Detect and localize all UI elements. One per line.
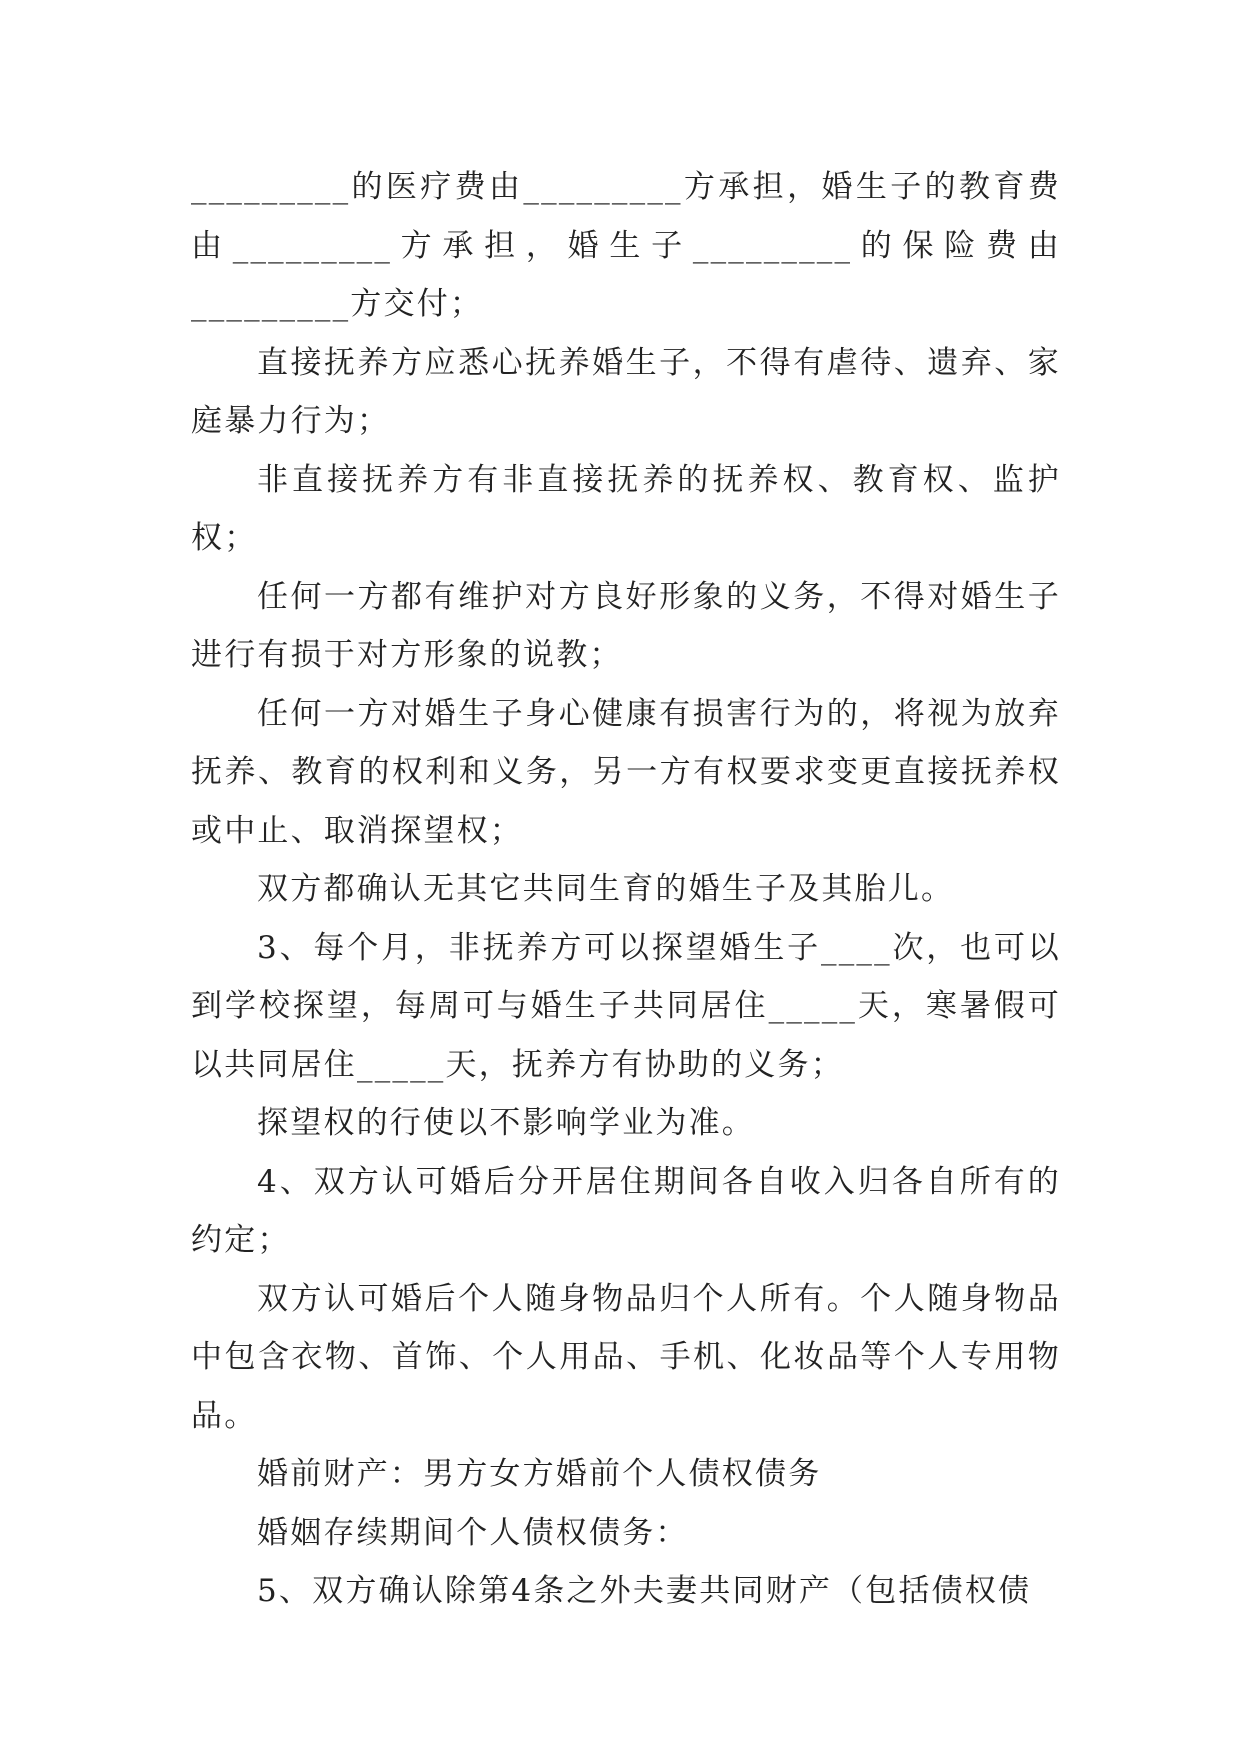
paragraph-custodial-duty: 直接抚养方应悉心抚养婚生子，不得有虐待、遗弃、家庭暴力行为； [191,344,1061,439]
paragraph-no-other-children: 双方都确认无其它共同生育的婚生子及其胎儿。 [257,871,955,907]
paragraph-visitation-limit: 探望权的行使以不影响学业为准。 [257,1105,755,1141]
paragraph-separate-income: 4、双方认可婚后分开居住期间各自收入归各自所有的约定； [191,1163,1061,1258]
paragraph-marital-debts: 婚姻存续期间个人债权债务： [257,1514,689,1551]
paragraph-visitation: 3、每个月，非抚养方可以探望婚生子____次，也可以到学校探望，每周可与婚生子共同居住_____天，寒暑假可以共同居住_____天，抚养方有协助的义务； [191,929,1061,1083]
paragraph-expenses: _________的医疗费由_________方承担，婚生子的教育费由_________方承担，婚生子_________的保险费由_________方交付； [191,169,1061,322]
paragraph-noncustodial-rights: 非直接抚养方有非直接抚养的抚养权、教育权、监护权； [191,461,1061,556]
paragraph-harm-clause: 任何一方对婚生子身心健康有损害行为的，将视为放弃抚养、教育的权利和义务，另一方有权要求变更直接抚养权或中止、取消探望权； [191,695,1061,849]
paragraph-personal-items: 双方认可婚后个人随身物品归个人所有。个人随身物品中包含衣物、首饰、个人用品、手机、化妆品等个人专用物品。 [191,1280,1061,1434]
paragraph-joint-property: 5、双方确认除第4条之外夫妻共同财产（包括债权债 [257,1573,1032,1609]
paragraph-image-duty: 任何一方都有维护对方良好形象的义务，不得对婚生子进行有损于对方形象的说教； [191,578,1061,673]
paragraph-premarital-property: 婚前财产：男方女方婚前个人债权债务 [257,1456,822,1492]
document-body [191,158,1061,1621]
